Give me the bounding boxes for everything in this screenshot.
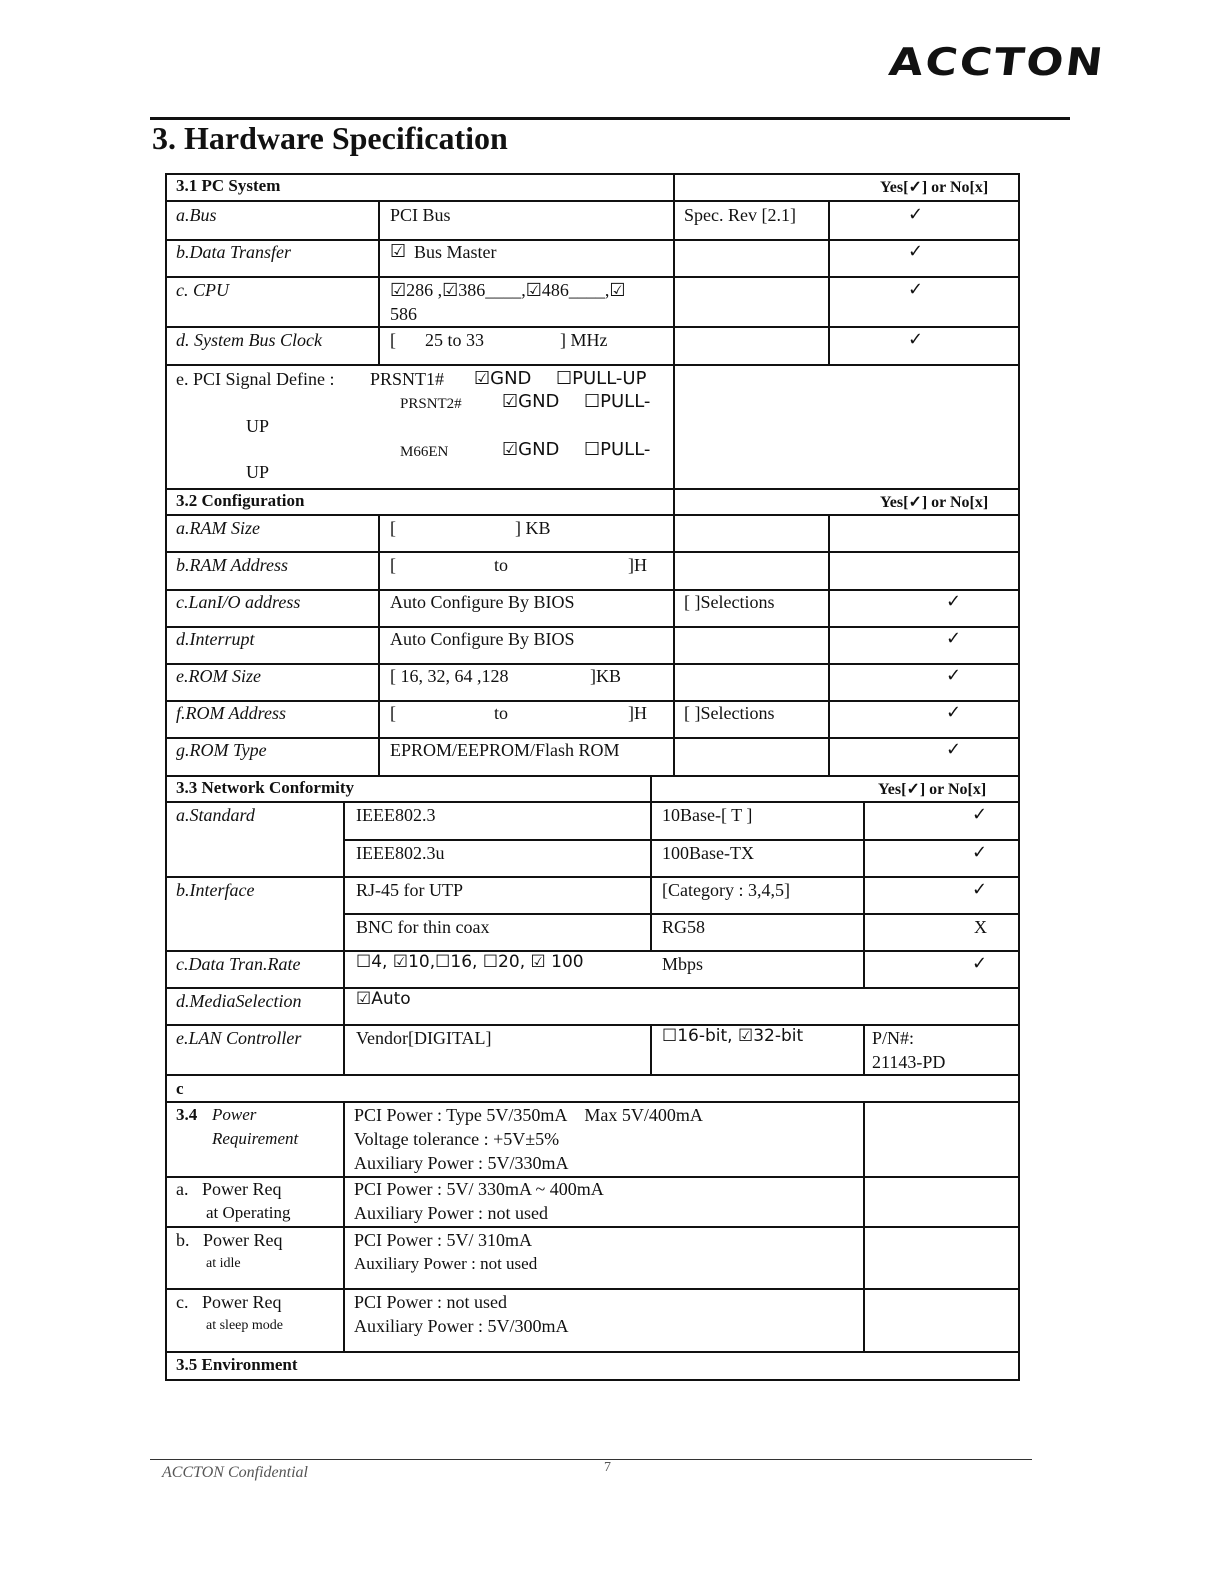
ram-size-close: ] KB [515, 518, 551, 538]
rom-type-mark: ✓ [946, 739, 962, 760]
lanio-selections: [ ]Selections [684, 592, 775, 612]
rate-options: ☐4, ☑10,☐16, ☐20, ☑ 100 [356, 952, 584, 972]
transfer-label: b.Data Transfer [176, 242, 292, 262]
interrupt-label: d.Interrupt [176, 629, 255, 649]
rom-size-close: ]KB [590, 666, 621, 686]
clock-mark: ✓ [908, 329, 924, 350]
rom-type-label: g.ROM Type [176, 740, 267, 760]
page-number: 7 [604, 1460, 611, 1475]
sec32-heading: 3.2 Configuration [176, 491, 305, 510]
sec34-heading-2: Requirement [212, 1129, 299, 1148]
signal-up-2: UP [246, 462, 270, 482]
rom-addr-mark: ✓ [946, 702, 962, 723]
pwr-b-label-2: at idle [206, 1256, 241, 1271]
pwr-b-label-1: b. Power Req [176, 1230, 283, 1250]
interface-s1: [Category : 3,4,5] [662, 880, 790, 900]
table-vline [343, 801, 345, 1074]
interface-m1: ✓ [972, 879, 988, 900]
standard-s2: 100Base-TX [662, 843, 754, 863]
bus-value: PCI Bus [390, 205, 451, 225]
table-hline [165, 239, 1018, 241]
table-hline [165, 173, 1020, 175]
rom-size-mark: ✓ [946, 665, 962, 686]
transfer-mark: ✓ [908, 241, 924, 262]
cpu-options-cont: 586 [390, 304, 417, 324]
rate-mark: ✓ [972, 953, 988, 974]
ram-addr-to: to [494, 555, 509, 575]
lanio-value: Auto Configure By BIOS [390, 592, 575, 612]
c-row: c [176, 1079, 184, 1098]
bus-mark: ✓ [908, 204, 924, 225]
lanctrl-pn: P/N#: [872, 1028, 915, 1048]
sec31-heading: 3.1 PC System [176, 176, 281, 195]
ram-size-open: [ [390, 518, 396, 538]
rom-addr-label: f.ROM Address [176, 703, 286, 723]
pwr-c-v2: Auxiliary Power : 5V/300mA [354, 1316, 569, 1336]
rom-addr-open: [ [390, 703, 396, 723]
signal-label: e. PCI Signal Define : [176, 369, 335, 389]
sec33-yesno: Yes[✓] or No[x] [878, 781, 987, 798]
table-hline [165, 1226, 1018, 1228]
media-value: ☑Auto [356, 989, 411, 1009]
interface-m2: X [974, 917, 987, 937]
prsnt1-name: PRSNT1# [370, 369, 445, 389]
cpu-mark: ✓ [908, 279, 924, 300]
table-vline [673, 488, 675, 775]
table-hline [165, 1379, 1020, 1381]
table-hline [165, 1074, 1018, 1076]
bus-label: a.Bus [176, 205, 217, 225]
prsnt2-gnd: ☑GND [502, 391, 560, 412]
m66en-pull: ☐PULL- [584, 439, 651, 460]
sec32-yesno: Yes[✓] or No[x] [880, 494, 989, 511]
rom-type-value: EPROM/EEPROM/Flash ROM [390, 740, 620, 760]
page-title: 3. Hardware Specification [152, 120, 508, 156]
standard-m2: ✓ [972, 842, 988, 863]
prsnt1-pull: ☐PULL-UP [556, 368, 647, 389]
lanctrl-value: Vendor[DIGITAL] [356, 1028, 492, 1048]
sec34-num: 3.4 [176, 1105, 198, 1124]
table-hline [165, 364, 1018, 366]
pwr-c-v1: PCI Power : not used [354, 1292, 507, 1312]
standard-m1: ✓ [972, 804, 988, 825]
table-hline [165, 551, 1018, 553]
transfer-checkbox: ☑ [390, 241, 407, 262]
table-vline [828, 200, 830, 364]
clock-open: [ [390, 330, 396, 350]
transfer-value: Bus Master [414, 242, 497, 262]
prsnt1-gnd: ☑GND [474, 368, 532, 389]
rom-addr-to: to [494, 703, 509, 723]
table-vline [650, 775, 652, 950]
interface-v1: RJ-45 for UTP [356, 880, 463, 900]
table-vline [828, 514, 830, 775]
table-hline [165, 200, 1018, 202]
pwr-a-v2: Auxiliary Power : not used [354, 1203, 548, 1223]
sec34-h3: Auxiliary Power : 5V/330mA [354, 1153, 569, 1173]
signal-up-1: UP [246, 416, 270, 436]
cpu-options: ☑286 ,☑386____,☑486____,☑ [390, 280, 626, 300]
sec34-heading-1: Power [212, 1105, 257, 1124]
media-label: d.MediaSelection [176, 991, 302, 1011]
pwr-a-v1: PCI Power : 5V/ 330mA ~ 400mA [354, 1179, 604, 1199]
table-vline [650, 1024, 652, 1074]
clock-label: d. System Bus Clock [176, 330, 322, 350]
table-hline [165, 626, 1018, 628]
pwr-b-v2: Auxiliary Power : not used [354, 1254, 538, 1273]
table-vline [165, 173, 167, 1381]
table-vline [1018, 173, 1020, 1381]
standard-label: a.Standard [176, 805, 255, 825]
table-hline [165, 1288, 1018, 1290]
ram-addr-open: [ [390, 555, 396, 575]
rate-label: c.Data Tran.Rate [176, 954, 301, 974]
table-hline [165, 700, 1018, 702]
standard-v1: IEEE802.3 [356, 805, 436, 825]
lanctrl-pn-value: 21143-PD [872, 1052, 946, 1072]
clock-value: 25 to 33 [425, 330, 485, 350]
table-vline [863, 1024, 865, 1074]
sec35-heading: 3.5 Environment [176, 1355, 298, 1374]
rom-size-label: e.ROM Size [176, 666, 261, 686]
pwr-a-label-1: a. Power Req [176, 1179, 282, 1199]
prsnt2-pull: ☐PULL- [584, 391, 651, 412]
bus-spec: Spec. Rev [2.1] [684, 205, 796, 225]
table-hline [165, 876, 1018, 878]
sec31-yesno: Yes[✓] or No[x] [880, 179, 989, 196]
rate-unit: Mbps [662, 954, 704, 974]
ram-addr-label: b.RAM Address [176, 555, 288, 575]
m66en-gnd: ☑GND [502, 439, 560, 460]
standard-s1: 10Base-[ T ] [662, 805, 753, 825]
table-vline [378, 200, 380, 364]
lanctrl-bits: ☐16-bit, ☑32-bit [662, 1026, 804, 1046]
m66en-name: M66EN [400, 444, 449, 460]
rom-addr-selections: [ ]Selections [684, 703, 775, 723]
prsnt2-name: PRSNT2# [400, 396, 462, 412]
rom-size-open: [ 16, 32, 64 ,128 [390, 666, 509, 686]
footer-confidential: ACCTON Confidential [162, 1464, 308, 1481]
sec33-heading: 3.3 Network Conformity [176, 778, 354, 797]
pwr-b-v1: PCI Power : 5V/ 310mA [354, 1230, 533, 1250]
sec34-h2: Voltage tolerance : +5V±5% [354, 1129, 560, 1149]
interface-label: b.Interface [176, 880, 255, 900]
lanctrl-label: e.LAN Controller [176, 1028, 302, 1048]
sec34-h1: PCI Power : Type 5V/350mA Max 5V/400mA [354, 1105, 703, 1125]
accton-logo: ACCTON [886, 40, 1108, 84]
ram-size-label: a.RAM Size [176, 518, 260, 538]
ram-addr-close: ]H [628, 555, 647, 575]
pwr-a-label-2: at Operating [206, 1203, 291, 1222]
interrupt-value: Auto Configure By BIOS [390, 629, 575, 649]
table-vline [378, 514, 380, 775]
pwr-c-label-1: c. Power Req [176, 1292, 282, 1312]
lanio-label: c.LanI/O address [176, 592, 301, 612]
clock-close: ] MHz [560, 330, 608, 350]
table-vline [673, 173, 675, 488]
cpu-label: c. CPU [176, 280, 229, 300]
interrupt-mark: ✓ [946, 628, 962, 649]
footer-rule [150, 1459, 1032, 1460]
lanio-mark: ✓ [946, 591, 962, 612]
rom-addr-close: ]H [628, 703, 647, 723]
pwr-c-label-2: at sleep mode [206, 1318, 283, 1333]
interface-v2: BNC for thin coax [356, 917, 490, 937]
standard-v2: IEEE802.3u [356, 843, 445, 863]
table-vline [863, 801, 865, 987]
interface-s2: RG58 [662, 917, 706, 937]
